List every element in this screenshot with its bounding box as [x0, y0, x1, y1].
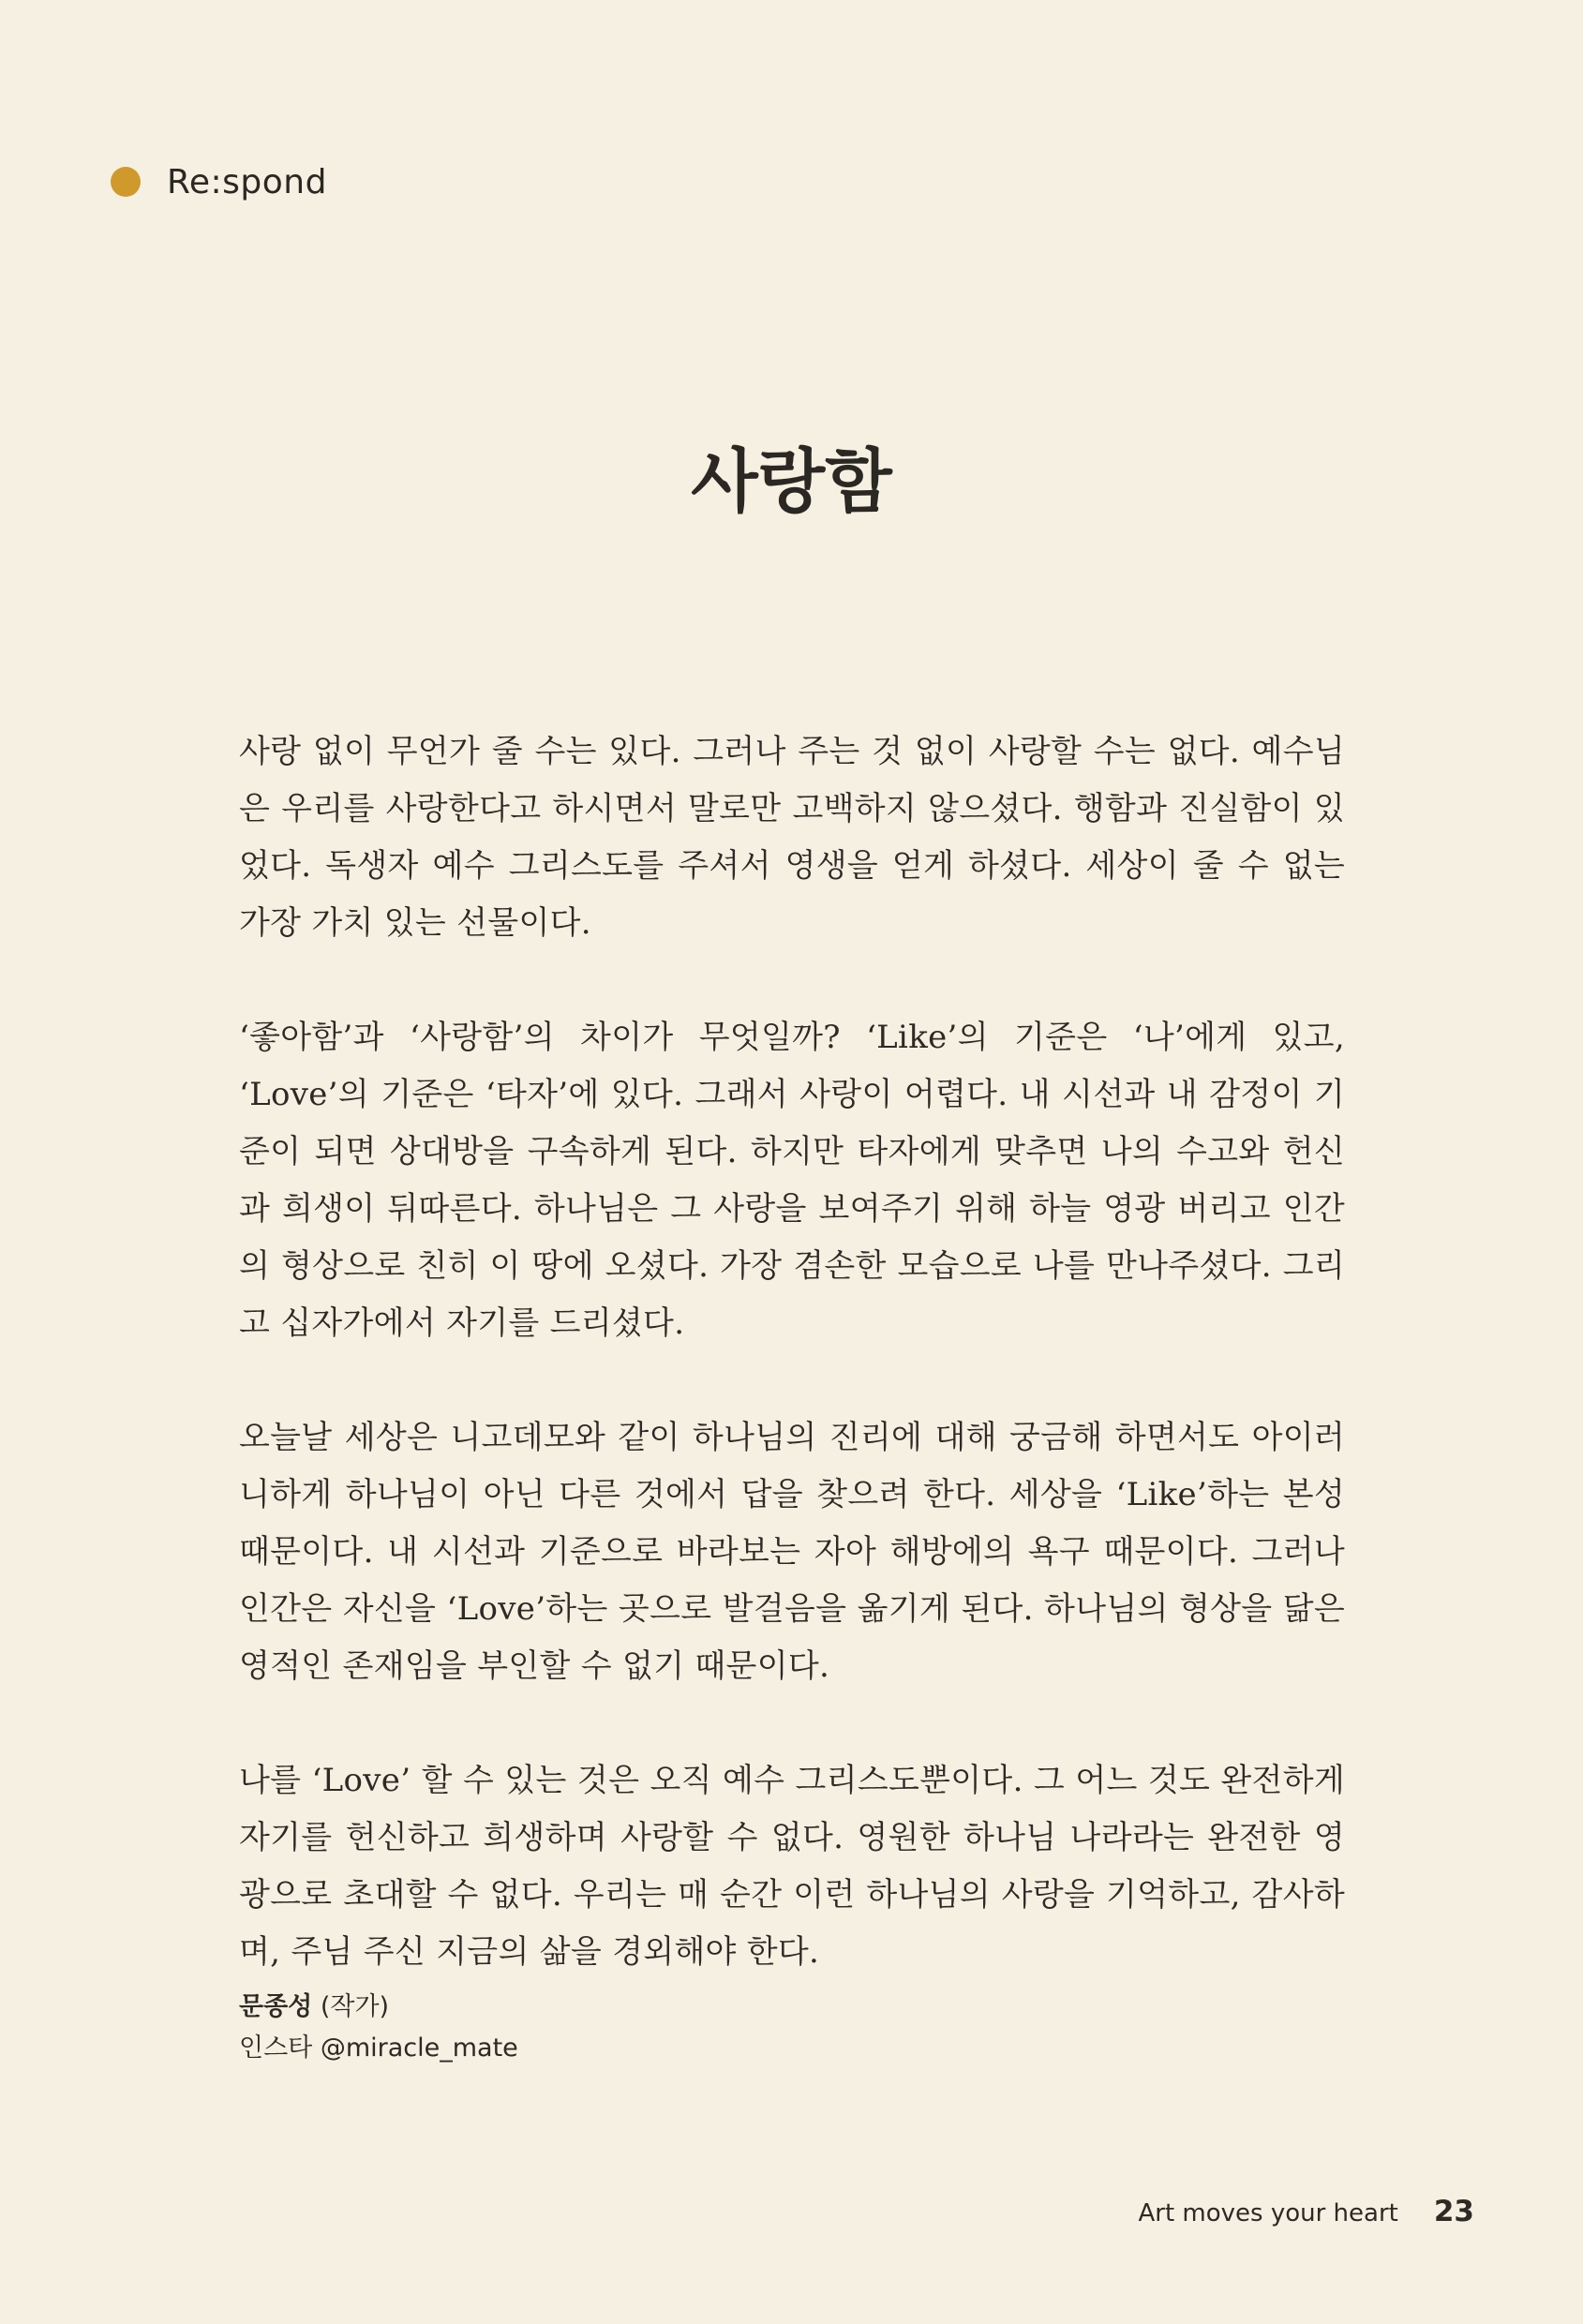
- author-line: [239, 1987, 518, 2028]
- section-name: Re:spond: [167, 162, 327, 201]
- page-footer: [1138, 2195, 1474, 2228]
- paragraph-3: 오늘날 세상은 니고데모와 같이 하나님의 진리에 대해 궁금해 하면서도 아이러니하게 하나님이 아닌 다른 것에서 답을 찾으려 한다. 세상을 ‘Like’하는 본성 때문이다. 내 시선과 기준으로 바라보는 자아 해방에의 욕구 때문이다. 그러나 인간은 자신을 ‘Love’하는 곳으로 발걸음을 옮기게 된다. 하나님의 형상을 닮은 영적인 존재임을 부인할 수 없기 때문이다.: [239, 1419, 1345, 1685]
- author-role: (작가): [320, 1992, 390, 2021]
- article-title: 사랑함: [691, 441, 892, 522]
- author-social: 인스타 @miracle_mate: [239, 2034, 518, 2063]
- author-name: 문종성: [239, 1992, 313, 2021]
- paragraph-4: 나를 ‘Love’ 할 수 있는 것은 오직 예수 그리스도뿐이다. 그 어느 것도 완전하게 자기를 헌신하고 희생하며 사랑할 수 없다. 영원한 하나님 나라라는 완전한 영광으로 초대할 수 없다. 우리는 매 순간 이런 하나님의 사랑을 기억하고, 감사하며, 주님 주신 지금의 삶을 경외해야 한다.: [239, 1762, 1345, 1971]
- author-credit: [239, 1987, 518, 2069]
- footer-tagline: Art moves your heart: [1138, 2199, 1398, 2227]
- article-body: [239, 723, 1345, 2038]
- page-number: 23: [1433, 2195, 1474, 2228]
- paragraph-1: 사랑 없이 무언가 줄 수는 있다. 그러나 주는 것 없이 사랑할 수는 없다. 예수님은 우리를 사랑한다고 하시면서 말로만 고백하지 않으셨다. 행함과 진실함이 있었다. 독생자 예수 그리스도를 주셔서 영생을 얻게 하셨다. 세상이 줄 수 없는 가장 가치 있는 선물이다.: [239, 733, 1345, 942]
- paragraph-2: ‘좋아함’과 ‘사랑함’의 차이가 무엇일까? ‘Like’의 기준은 ‘나’에게 있고, ‘Love’의 기준은 ‘타자’에 있다. 그래서 사랑이 어렵다. 내 시선과 내 감정이 기준이 되면 상대방을 구속하게 된다. 하지만 타자에게 맞추면 나의 수고와 헌신과 희생이 뒤따른다. 하나님은 그 사랑을 보여주기 위해 하늘 영광 버리고 인간의 형상으로 친히 이 땅에 오셨다. 가장 겸손한 모습으로 나를 만나주셨다. 그리고 십자가에서 자기를 드리셨다.: [239, 1019, 1345, 1342]
- section-label: [111, 157, 327, 206]
- bullet-dot-icon: [111, 167, 141, 197]
